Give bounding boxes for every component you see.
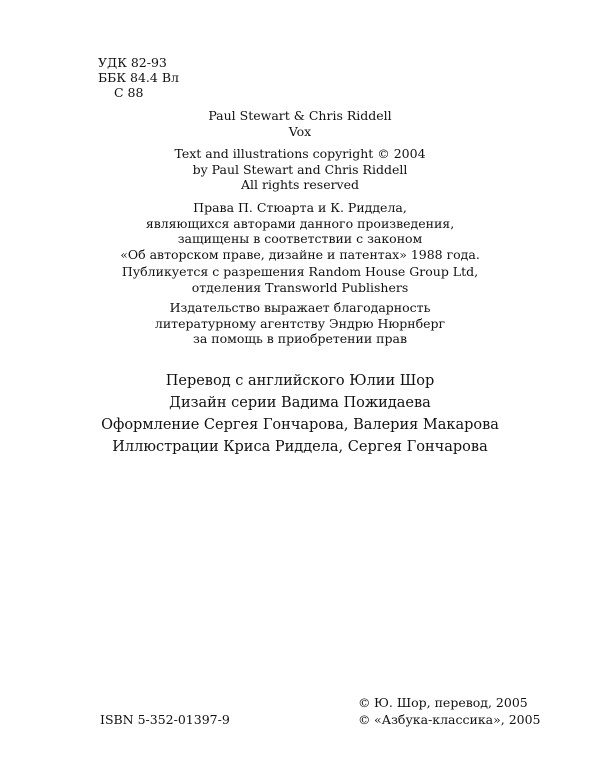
original-copyright-line-1: Text and illustrations copyright © 2004	[174, 146, 426, 161]
copyright-text: Ю. Шор, перевод, 2005	[374, 695, 528, 710]
original-title: Vox	[288, 123, 312, 139]
original-copyright-line-2: by Paul Stewart and Chris Riddell	[192, 161, 408, 177]
copyright-translation	[358, 694, 541, 711]
copyright-symbol: ©	[358, 695, 371, 710]
original-authors: Paul Stewart & Chris Riddell	[208, 108, 392, 123]
classification-block	[98, 55, 179, 100]
thanks-line: литературному агентству Эндрю Нюрнберг	[154, 315, 446, 331]
copyright-text: «Азбука-классика», 2005	[374, 712, 541, 727]
udk-code: УДК 82-93	[98, 55, 167, 70]
rights-ru-block	[0, 200, 600, 262]
copyright-symbol: ©	[358, 712, 371, 727]
original-credits	[0, 108, 600, 193]
thanks-line: за помощь в приобретении прав	[193, 331, 407, 346]
thanks-block	[0, 300, 600, 347]
credit-layout: Оформление Сергея Гончарова, Валерия Макарова	[101, 417, 499, 433]
publication-block	[0, 264, 600, 295]
bbk-code: ББК 84.4 Вл	[98, 70, 179, 85]
rights-ru-line: Права П. Стюарта и К. Риддела,	[193, 200, 407, 215]
rights-ru-line: защищены в соответствии с законом	[177, 231, 423, 246]
rights-ru-line: «Об авторском праве, дизайне и патентах» 1988 года.	[120, 246, 480, 262]
isbn: ISBN 5-352-01397-9	[100, 712, 230, 727]
credits-block	[0, 370, 600, 458]
publication-line: Публикуется с разрешения Random House Group Ltd,	[121, 264, 479, 279]
original-rights: All rights reserved	[240, 177, 360, 192]
credit-illustrations: Иллюстрации Криса Риддела, Сергея Гончарова	[112, 439, 488, 455]
credit-translation: Перевод с английского Юлии Шор	[165, 373, 435, 389]
thanks-line: Издательство выражает благодарность	[169, 300, 431, 315]
rights-ru-line: являющихся авторами данного произведения,	[145, 215, 455, 231]
author-mark: С 88	[114, 85, 144, 100]
publication-line: отделения Transworld Publishers	[191, 279, 409, 295]
credit-series-design: Дизайн серии Вадима Пожидаева	[169, 395, 431, 411]
copyright-block	[358, 694, 541, 728]
copyright-publisher	[358, 711, 541, 728]
